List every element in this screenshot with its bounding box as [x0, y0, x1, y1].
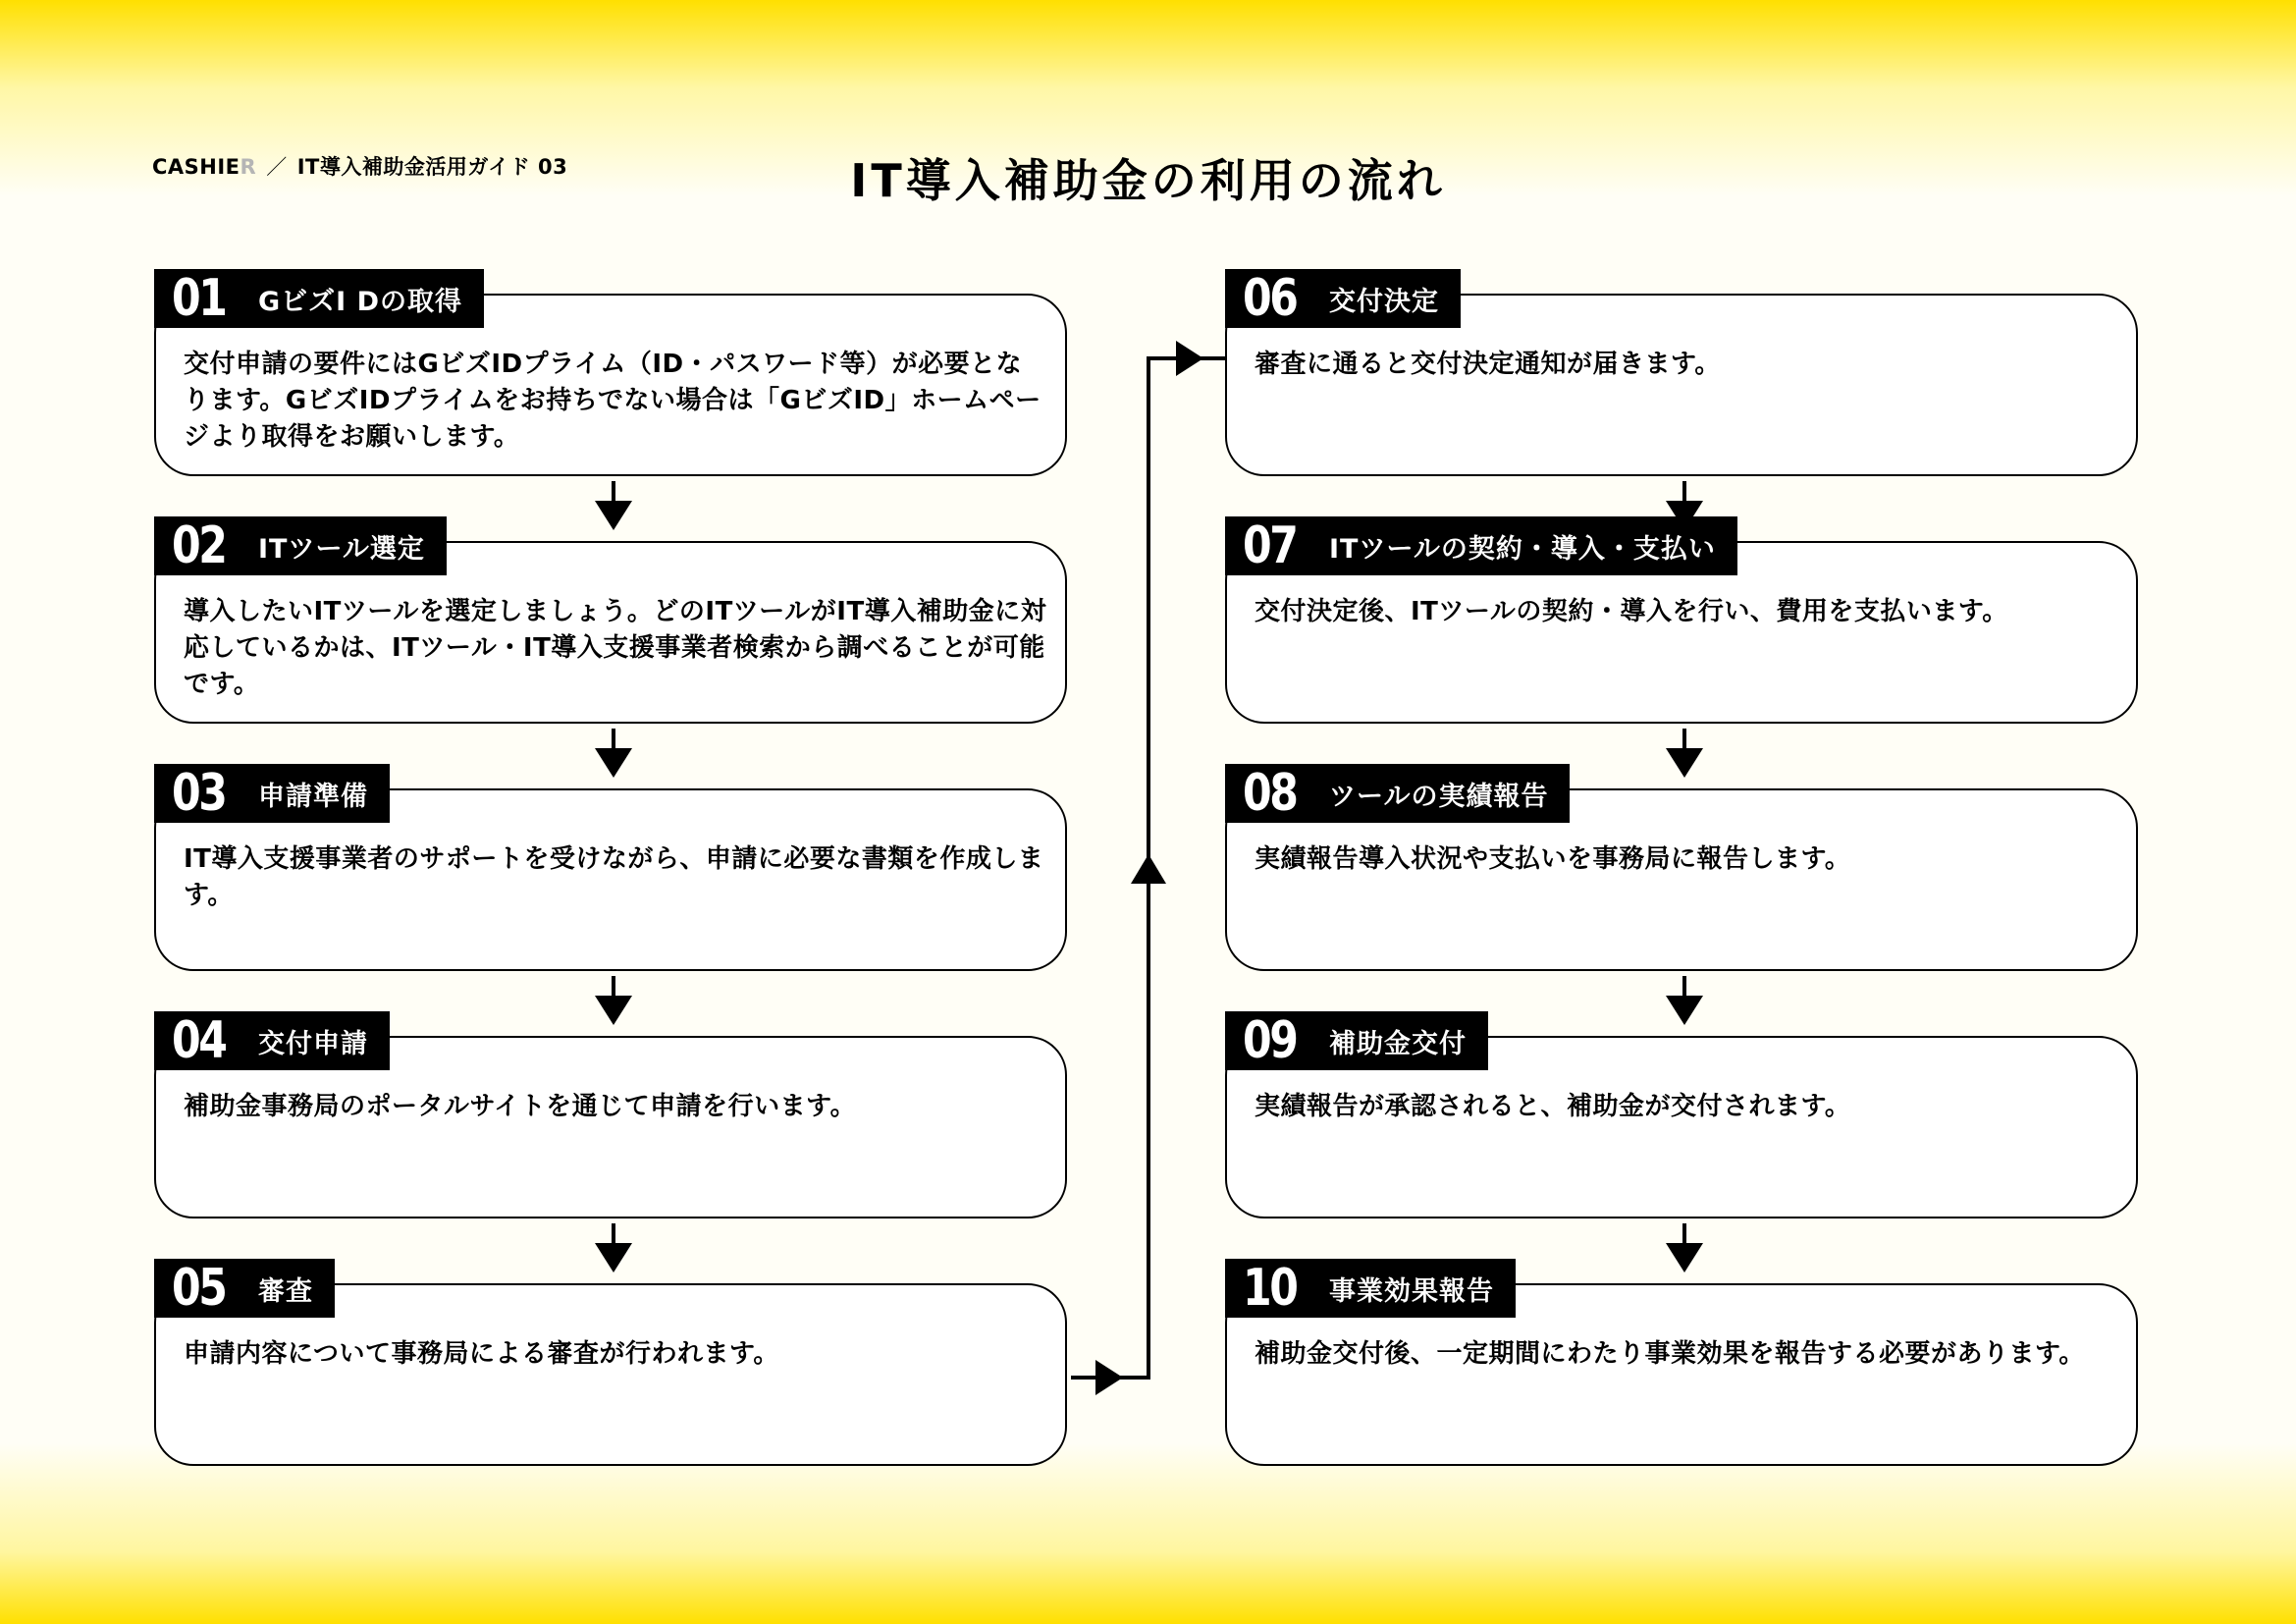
step-tag	[1225, 1011, 1488, 1070]
step-number: 09	[1243, 1011, 1297, 1070]
step-label: ITツール選定	[258, 533, 425, 565]
step-06	[1225, 270, 2142, 457]
step-label: ITツールの契約・導入・支払い	[1329, 533, 1716, 565]
arrow-right-icon	[1176, 341, 1203, 376]
brand-logo-main: CASHIE	[152, 155, 240, 179]
step-label: 交付申請	[258, 1028, 368, 1059]
page-title: IT導入補助金の利用の流れ	[850, 154, 1446, 207]
step-08	[1225, 765, 2142, 951]
step-description: 交付申請の要件にはGビズIDプライム（ID・パスワード等）が必要となります。GビズIDプライムをお持ちでない場合は「GビズID」ホームページより取得をお願いします。	[184, 350, 1041, 452]
step-description: 補助金事務局のポータルサイトを通じて申請を行います。	[184, 1092, 857, 1121]
step-04	[154, 1012, 1071, 1199]
brand-separator: ／	[266, 155, 288, 179]
step-number: 07	[1243, 516, 1297, 575]
step-description: 実績報告導入状況や支払いを事務局に報告します。	[1255, 844, 1851, 874]
step-label: 事業効果報告	[1329, 1275, 1494, 1307]
step-number: 08	[1243, 764, 1297, 823]
step-description: IT導入支援事業者のサポートを受けながら、申請に必要な書類を作成します。	[184, 844, 1044, 910]
step-description: 補助金交付後、一定期間にわたり事業効果を報告する必要があります。	[1255, 1339, 2085, 1369]
step-description: 申請内容について事務局による審査が行われます。	[184, 1339, 779, 1369]
step-10	[1225, 1260, 2142, 1446]
step-tag	[154, 1259, 335, 1318]
step-description: 審査に通ると交付決定通知が届きます。	[1255, 350, 1721, 379]
step-label: 審査	[258, 1275, 313, 1307]
step-01	[154, 270, 1071, 457]
step-description: 導入したいITツールを選定しましょう。どのITツールがIT導入補助金に対応しているかは、ITツール・IT導入支援事業者検索から調べることが可能です。	[184, 597, 1047, 699]
step-number: 02	[172, 516, 226, 575]
step-03	[154, 765, 1071, 951]
step-tag	[154, 269, 484, 328]
step-tag	[1225, 269, 1461, 328]
step-05	[154, 1260, 1071, 1446]
step-02	[154, 517, 1071, 704]
brand-logo-r: R	[240, 155, 257, 179]
step-number: 03	[172, 764, 226, 823]
arrow-right-icon	[1095, 1360, 1123, 1395]
step-09	[1225, 1012, 2142, 1199]
step-tag	[1225, 516, 1737, 575]
step-tag	[154, 516, 447, 575]
step-tag	[154, 764, 390, 823]
step-tag	[154, 1011, 390, 1070]
step-tag	[1225, 764, 1570, 823]
step-label: 補助金交付	[1329, 1028, 1467, 1059]
arrow-up-icon	[1131, 854, 1166, 884]
step-description: 実績報告が承認されると、補助金が交付されます。	[1255, 1092, 1851, 1121]
step-tag	[1225, 1259, 1516, 1318]
step-label: 交付決定	[1329, 286, 1439, 317]
step-07	[1225, 517, 2142, 704]
step-description: 交付決定後、ITツールの契約・導入を行い、費用を支払います。	[1255, 597, 2008, 626]
step-number: 04	[172, 1011, 226, 1070]
step-number: 01	[172, 269, 226, 328]
step-label: 申請準備	[258, 781, 368, 812]
step-number: 05	[172, 1259, 226, 1318]
step-number: 06	[1243, 269, 1297, 328]
step-label: GビズI Dの取得	[258, 286, 463, 317]
step-label: ツールの実績報告	[1329, 781, 1549, 812]
guide-label: IT導入補助金活用ガイド 03	[296, 155, 568, 179]
step-number: 10	[1243, 1259, 1297, 1318]
